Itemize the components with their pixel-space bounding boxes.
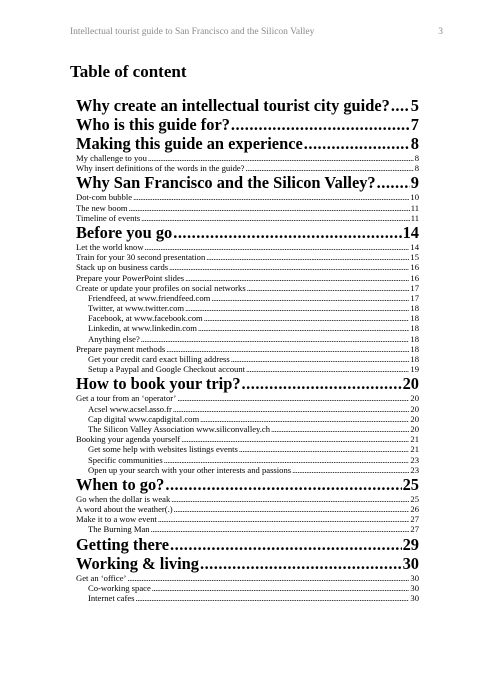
toc-entry-page: 18 (410, 313, 419, 324)
dot-leader (141, 213, 410, 223)
toc-entry-title: Setup a Paypal and Google Checkout account (88, 364, 246, 375)
dot-leader (206, 252, 409, 262)
dot-leader (377, 173, 410, 192)
toc-subsection-entry[interactable] (76, 593, 419, 603)
toc-entry-title: Get a tour from an ‘operator’ (76, 393, 177, 404)
toc-entry-page: 30 (410, 572, 419, 583)
toc-entry-page: 18 (410, 303, 419, 314)
toc-entry-title: The new boom (76, 202, 128, 213)
dot-leader (185, 303, 409, 313)
toc-entry-title: Making this guide an experience (76, 134, 303, 153)
toc-entry-title: How to book your trip? (76, 374, 241, 394)
toc-chapter-entry[interactable] (76, 475, 419, 494)
toc-section-entry[interactable] (76, 203, 419, 213)
toc-subsection-entry[interactable] (76, 424, 419, 434)
dot-leader (171, 494, 409, 504)
toc-entry-title: Getting there (76, 534, 170, 554)
dot-leader (136, 593, 410, 603)
dot-leader (145, 242, 410, 252)
toc-entry-page: 23 (410, 464, 419, 475)
dot-leader (200, 554, 402, 573)
toc-entry-page: 27 (410, 524, 419, 535)
dot-leader (271, 424, 409, 434)
dot-leader (170, 535, 402, 554)
toc-section-entry[interactable] (76, 273, 419, 283)
dot-leader (173, 404, 409, 414)
toc-entry-title: Create or update your profiles on social networks (76, 282, 246, 293)
toc-subsection-entry[interactable] (76, 334, 419, 344)
toc-entry-title: Linkedin, at www.linkedin.com (88, 323, 197, 334)
toc-entry-page: 21 (410, 444, 419, 455)
toc-subsection-entry[interactable] (76, 404, 419, 414)
toc-entry-page: 14 (402, 222, 419, 242)
toc-chapter-entry[interactable] (76, 535, 419, 554)
toc-entry-title: Why create an intellectual tourist city guide? (76, 96, 390, 115)
toc-section-entry[interactable] (76, 252, 419, 262)
toc-entry-page: 30 (410, 582, 419, 593)
toc-subsection-entry[interactable] (76, 323, 419, 333)
toc-entry-title: Friendfeed, at www.friendfeed.com (88, 292, 211, 303)
toc-subsection-entry[interactable] (76, 465, 419, 475)
toc-entry-page: 18 (410, 323, 419, 334)
toc-entry-title: Get your credit card exact billing address (88, 354, 230, 364)
toc-section-entry[interactable] (76, 514, 419, 524)
toc-subsection-entry[interactable] (76, 455, 419, 465)
dot-leader (127, 573, 409, 583)
dot-leader (231, 354, 410, 364)
toc-entry-page: 29 (402, 534, 419, 554)
toc-chapter-entry[interactable] (76, 115, 419, 134)
toc-entry-title: When to go? (76, 474, 165, 494)
toc-entry-page: 30 (410, 593, 419, 603)
toc-subsection-entry[interactable] (76, 303, 419, 313)
toc-section-entry[interactable] (76, 242, 419, 252)
toc-entry-title: Who is this guide for? (76, 115, 230, 134)
toc-entry-title: Facebook, at www.facebook.com (88, 313, 203, 324)
toc-entry-title: Booking your agenda yourself (76, 434, 181, 445)
toc-entry-page: 18 (410, 343, 419, 354)
toc-entry-title: Internet cafes (88, 593, 135, 603)
dot-leader (141, 334, 410, 344)
toc-entry-page: 20 (402, 374, 419, 394)
toc-entry-page: 8 (414, 163, 419, 174)
toc-entry-title: Twitter, at www.twitter.com (88, 303, 185, 314)
toc-entry-page: 20 (410, 413, 419, 424)
toc-entry-title: Open up your search with your other interests and passions (88, 464, 292, 475)
toc-entry-page: 18 (410, 333, 419, 344)
dot-leader (164, 455, 410, 465)
toc-subsection-entry[interactable] (76, 444, 419, 454)
toc-entry-page: 20 (410, 393, 419, 404)
dot-leader (177, 393, 409, 403)
toc-entry-page: 5 (410, 96, 419, 115)
toc-entry-title: Train for your 30 second presentation (76, 252, 206, 263)
toc-entry-title: Cap digital www.capdigital.com (88, 413, 200, 424)
toc-entry-title: Dot-com bubble (76, 192, 133, 203)
toc-section-entry[interactable] (76, 573, 419, 583)
toc-entry-page: 20 (410, 423, 419, 434)
running-header (70, 27, 443, 37)
toc-entry-page: 19 (410, 364, 419, 375)
toc-title: Table of content (70, 62, 187, 81)
dot-leader (198, 323, 409, 333)
toc-entry-title: Get an ‘office’ (76, 572, 127, 583)
toc-entry-page: 25 (402, 474, 419, 494)
toc-chapter-entry[interactable] (76, 134, 419, 153)
dot-leader (231, 115, 410, 134)
toc-entry-title: Stack up on business cards (76, 262, 169, 273)
dot-leader (239, 444, 410, 454)
toc-entry-page: 20 (410, 403, 419, 414)
toc-entry-page: 10 (410, 192, 419, 203)
dot-leader (242, 374, 402, 393)
toc-subsection-entry[interactable] (76, 354, 419, 364)
toc-section-entry[interactable] (76, 163, 419, 173)
dot-leader (204, 313, 410, 323)
dot-leader (129, 203, 410, 213)
dot-leader (246, 364, 409, 374)
toc-entry-page: 17 (410, 282, 419, 293)
toc-section-entry[interactable] (76, 192, 419, 202)
toc-entry-page: 17 (410, 292, 419, 303)
toc-subsection-entry[interactable] (76, 583, 419, 593)
toc-entry-page: 18 (410, 354, 419, 364)
toc-subsection-entry[interactable] (76, 364, 419, 374)
dot-leader (158, 514, 410, 524)
toc-chapter-entry[interactable] (76, 96, 419, 115)
toc-chapter-entry[interactable] (76, 223, 419, 242)
toc-entry-page: 25 (410, 493, 419, 504)
toc-entry-page: 8 (414, 153, 419, 163)
dot-leader (169, 262, 409, 272)
dot-leader (391, 96, 410, 115)
toc-entry-title: Get some help with websites listings events (88, 444, 238, 455)
toc-entry-title: Go when the dollar is weak (76, 493, 171, 504)
dot-leader (173, 223, 401, 242)
toc-entry-title: A word about the weather(.) (76, 504, 173, 515)
toc-entry-page: 7 (410, 115, 419, 134)
toc-entry-page: 14 (410, 241, 419, 252)
toc-section-entry[interactable] (76, 213, 419, 223)
table-of-contents (76, 96, 419, 603)
toc-section-entry[interactable] (76, 153, 419, 163)
dot-leader (304, 134, 410, 153)
toc-entry-title: Working & living (76, 553, 199, 573)
toc-entry-title: My challenge to you (76, 153, 147, 163)
toc-entry-title: Prepare your PowerPoint slides (76, 272, 185, 283)
toc-entry-title: Prepare payment methods (76, 343, 166, 354)
toc-entry-title: Why San Francisco and the Silicon Valley? (76, 173, 376, 193)
toc-entry-title: Timeline of events (76, 212, 141, 223)
toc-entry-page: 11 (410, 202, 419, 213)
toc-entry-page: 16 (410, 262, 419, 273)
toc-entry-page: 16 (410, 272, 419, 283)
dot-leader (200, 414, 409, 424)
dot-leader (181, 434, 409, 444)
dot-leader (166, 344, 409, 354)
toc-section-entry[interactable] (76, 434, 419, 444)
toc-entry-title: Before you go (76, 222, 173, 242)
dot-leader (292, 465, 409, 475)
toc-entry-title: Make it to a wow event (76, 514, 157, 525)
dot-leader (151, 524, 410, 534)
dot-leader (247, 283, 410, 293)
toc-subsection-entry[interactable] (76, 524, 419, 534)
toc-entry-page: 26 (410, 504, 419, 515)
toc-section-entry[interactable] (76, 494, 419, 504)
toc-section-entry[interactable] (76, 283, 419, 293)
toc-chapter-entry[interactable] (76, 374, 419, 393)
toc-subsection-entry[interactable] (76, 293, 419, 303)
running-title: Intellectual tourist guide to San Francisco and the Silicon Valley (70, 27, 315, 37)
dot-leader (174, 504, 410, 514)
toc-entry-title: Anything else? (88, 333, 140, 344)
toc-entry-page: 21 (410, 434, 419, 445)
toc-entry-page: 30 (402, 553, 419, 573)
dot-leader (211, 293, 409, 303)
toc-entry-title: Let the world know (76, 241, 144, 252)
toc-entry-page: 27 (410, 514, 419, 525)
toc-chapter-entry[interactable] (76, 173, 419, 192)
dot-leader (185, 273, 409, 283)
toc-entry-page: 9 (410, 173, 419, 193)
dot-leader (148, 153, 414, 163)
toc-entry-title: Why insert definitions of the words in the guide? (76, 163, 245, 174)
toc-section-entry[interactable] (76, 344, 419, 354)
toc-subsection-entry[interactable] (76, 414, 419, 424)
toc-subsection-entry[interactable] (76, 313, 419, 323)
dot-leader (246, 163, 414, 173)
toc-entry-page: 23 (410, 454, 419, 465)
toc-entry-page: 11 (410, 212, 419, 223)
toc-entry-title: Co-working space (88, 582, 151, 593)
toc-entry-page: 8 (410, 134, 419, 153)
toc-entry-title: Specific communities (88, 454, 163, 465)
toc-entry-title: Acsel www.acsel.asso.fr (88, 403, 172, 414)
toc-entry-page: 15 (410, 252, 419, 263)
dot-leader (133, 192, 409, 202)
toc-section-entry[interactable] (76, 504, 419, 514)
page-number: 3 (438, 27, 443, 37)
dot-leader (165, 475, 401, 494)
dot-leader (152, 583, 410, 593)
toc-entry-title: The Burning Man (88, 524, 150, 535)
toc-section-entry[interactable] (76, 393, 419, 403)
toc-entry-title: The Silicon Valley Association www.siliconvalley.ch (88, 423, 271, 434)
toc-section-entry[interactable] (76, 262, 419, 272)
toc-chapter-entry[interactable] (76, 554, 419, 573)
